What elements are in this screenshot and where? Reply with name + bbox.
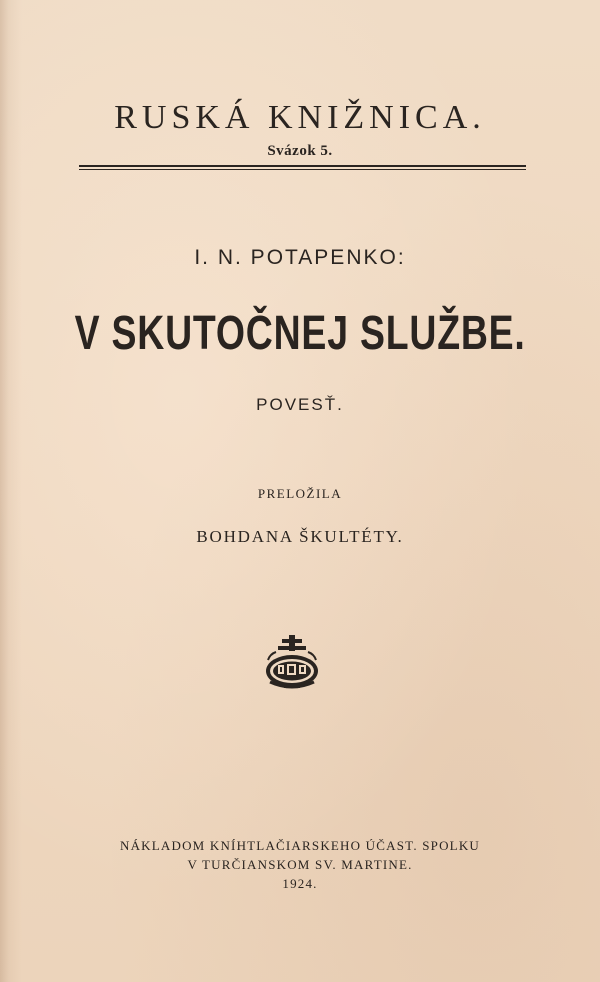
publisher-emblem-icon: [262, 634, 322, 690]
series-title: RUSKÁ KNIŽNICA.: [114, 99, 486, 136]
publisher-line-1: NÁKLADOM KNÍHTLAČIARSKEHO ÚČAST. SPOLKU: [119, 838, 480, 853]
book-title: V SKUTOČNEJ SLUŽBE.: [74, 307, 526, 360]
publisher-line-2: V TURČIANSKOM SV. MARTINE.: [187, 857, 413, 872]
translated-by-label: PRELOŽILA: [257, 486, 343, 501]
genre-label: POVESŤ.: [256, 395, 344, 414]
book-title-wrapper: [0, 304, 600, 364]
double-rule-top: [79, 165, 526, 167]
volume-number: Svázok 5.: [267, 143, 333, 159]
publication-year: 1924.: [282, 876, 318, 891]
translator-name: BOHDANA ŠKULTÉTY.: [196, 527, 404, 546]
author-name: I. N. POTAPENKO:: [194, 246, 406, 269]
double-rule-bottom: [79, 169, 526, 170]
